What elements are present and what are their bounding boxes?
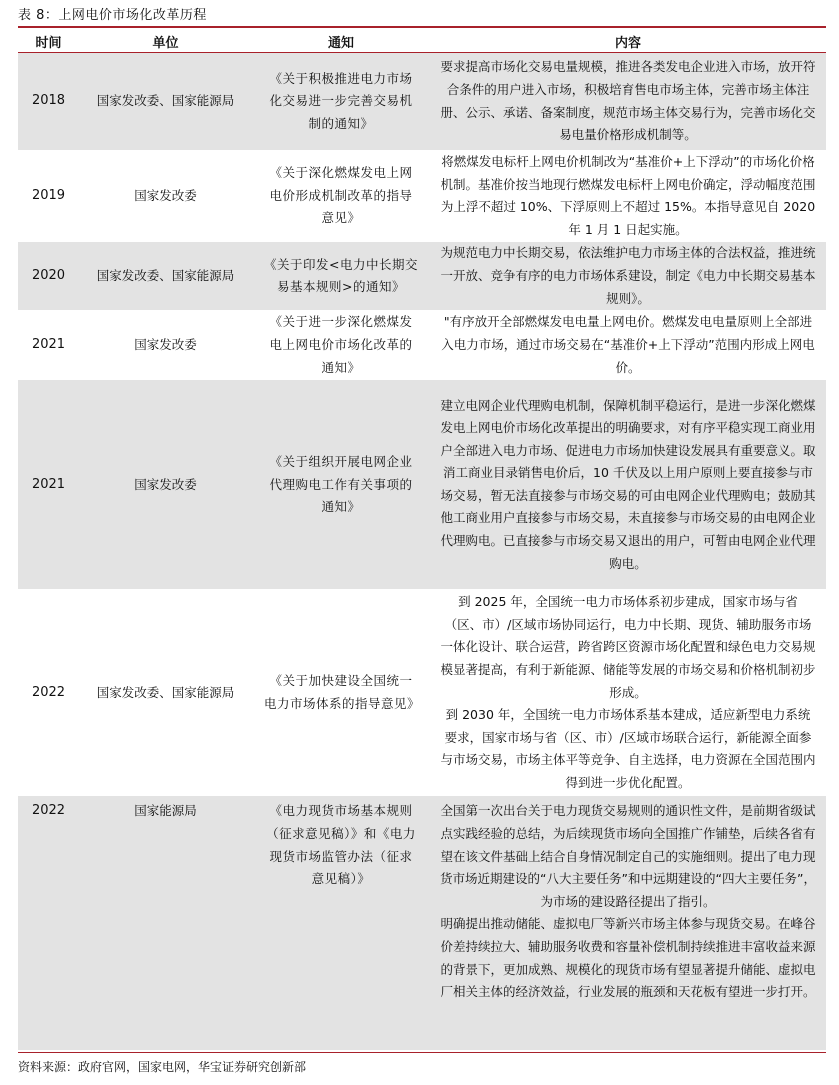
content-paragraph: "有序放开全部燃煤发电电量上网电价。燃煤发电电量原则上全部进入电力市场，通过市场交易在“基准价+上下浮动”范围内形成上网电价。 (441, 314, 815, 375)
cell-content (430, 796, 826, 1051)
cell-content (430, 242, 826, 311)
cell-year: 2022 (18, 796, 79, 1051)
cell-unit: 国家发改委 (79, 380, 252, 590)
cell-notice: 《电力现货市场基本规则（征求意见稿）》和《电力现货市场监管办法（征求意见稿）》 (252, 796, 430, 1051)
cell-content (430, 380, 826, 590)
cell-content (430, 151, 826, 242)
header-content: 内容 (430, 31, 826, 53)
table-caption: 表 8：上网电价市场化改革历程 (18, 8, 207, 23)
content-paragraph: 到 2030 年，全国统一电力市场体系基本建成，适应新型电力系统要求，国家市场与省（区、市）/区域市场联合运行，新能源全面参与市场交易，市场主体平等竞争、自主选择，电力资源在全国范围内得到进一步优化配置。 (440, 707, 816, 790)
header-row (18, 31, 826, 53)
cell-content (430, 590, 826, 796)
cell-notice: 《关于印发<电力中长期交易基本规则>的通知》 (252, 242, 430, 311)
cell-unit: 国家能源局 (79, 796, 252, 1051)
cell-notice: 《关于进一步深化燃煤发电上网电价市场化改革的通知》 (252, 311, 430, 380)
content-paragraph: 全国第一次出台关于电力现货交易规则的通识性文件，是前期省级试点实践经验的总结，为后续现货市场向全国推广作铺垫，后续各省有望在该文件基础上结合自身情况制定自己的实施细则。提出了电力现货市场近期建设的“八大主要任务”和中远期建设的“四大主要任务”，为市场的建设路径提出了指引。 (440, 803, 816, 909)
bottom-rule (18, 1052, 826, 1053)
cell-notice: 《关于组织开展电网企业代理购电工作有关事项的通知》 (252, 380, 430, 590)
content-paragraph: 明确提出推动储能、虚拟电厂等新兴市场主体参与现货交易。在峰谷价差持续拉大、辅助服务收费和容量补偿机制持续推进丰富收益来源的背景下，更加成熟、规模化的现货市场有望显著提升储能、虚拟电厂相关主体的经济效益，行业发展的瓶颈和天花板有望进一步打开。 (440, 916, 816, 1000)
cell-notice: 《关于积极推进电力市场化交易进一步完善交易机制的通知》 (252, 53, 430, 151)
cell-unit: 国家发改委 (79, 311, 252, 380)
cell-year: 2018 (18, 53, 79, 151)
cell-content (430, 53, 826, 151)
table-row (18, 796, 826, 1051)
reform-history-table (18, 31, 826, 1051)
cell-year: 2022 (18, 590, 79, 796)
table-row (18, 242, 826, 311)
cell-year: 2021 (18, 380, 79, 590)
content-paragraph: 为规范电力中长期交易，依法维护电力市场主体的合法权益，推进统一开放、竞争有序的电力市场体系建设，制定《电力中长期交易基本规则》。 (440, 245, 816, 306)
cell-unit: 国家发改委 (79, 151, 252, 242)
content-paragraph: 到 2025 年，全国统一电力市场体系初步建成，国家市场与省（区、市）/区域市场协同运行，电力中长期、现货、辅助服务市场一体化设计、联合运营，跨省跨区资源市场化配置和绿色电力交易规模显著提高，有利于新能源、储能等发展的市场交易和价格机制初步形成。 (440, 594, 816, 700)
table-row (18, 590, 826, 796)
content-paragraph: 要求提高市场化交易电量规模，推进各类发电企业进入市场，放开符合条件的用户进入市场，积极培育售电市场主体，完善市场主体注册、公示、承诺、备案制度，规范市场主体交易行为，完善市场化交易电量价格形成机制等。 (440, 59, 816, 143)
table-row (18, 53, 826, 151)
cell-year: 2019 (18, 151, 79, 242)
cell-notice: 《关于加快建设全国统一电力市场体系的指导意见》 (252, 590, 430, 796)
cell-unit: 国家发改委、国家能源局 (79, 590, 252, 796)
top-rule (18, 26, 826, 28)
content-paragraph: 将燃煤发电标杆上网电价机制改为“基准价+上下浮动”的市场化价格机制。基准价按当地现行燃煤发电标杆上网电价确定，浮动幅度范围为上浮不超过 10%、下浮原则上不超过 15%。本指导意见自 2020 年 1 月 1 日起实施。 (440, 154, 816, 237)
source-note: 资料来源：政府官网，国家电网，华宝证券研究创新部 (18, 1060, 307, 1074)
table-row (18, 380, 826, 590)
cell-unit: 国家发改委、国家能源局 (79, 242, 252, 311)
table-row (18, 311, 826, 380)
content-paragraph: 建立电网企业代理购电机制，保障机制平稳运行，是进一步深化燃煤发电上网电价市场化改革提出的明确要求，对有序平稳实现工商业用户全部进入电力市场、促进电力市场加快建设发展具有重要意义。取消工商业目录销售电价后，10 千伏及以上用户原则上要直接参与市场交易，暂无法直接参与市场交易的可由电网企业代理购电；鼓励其他工商业用户直接参与市场交易，未直接参与市场交易的由电网企业代理购电。已直接参与市场交易又退出的用户，可暂由电网企业代理购电。 (440, 397, 816, 571)
header-time: 时间 (18, 31, 79, 53)
table-row (18, 151, 826, 242)
cell-year: 2021 (18, 311, 79, 380)
cell-content (430, 311, 826, 380)
cell-year: 2020 (18, 242, 79, 311)
header-notice: 通知 (252, 31, 430, 53)
cell-notice: 《关于深化燃煤发电上网电价形成机制改革的指导意见》 (252, 151, 430, 242)
header-unit: 单位 (79, 31, 252, 53)
cell-unit: 国家发改委、国家能源局 (79, 53, 252, 151)
